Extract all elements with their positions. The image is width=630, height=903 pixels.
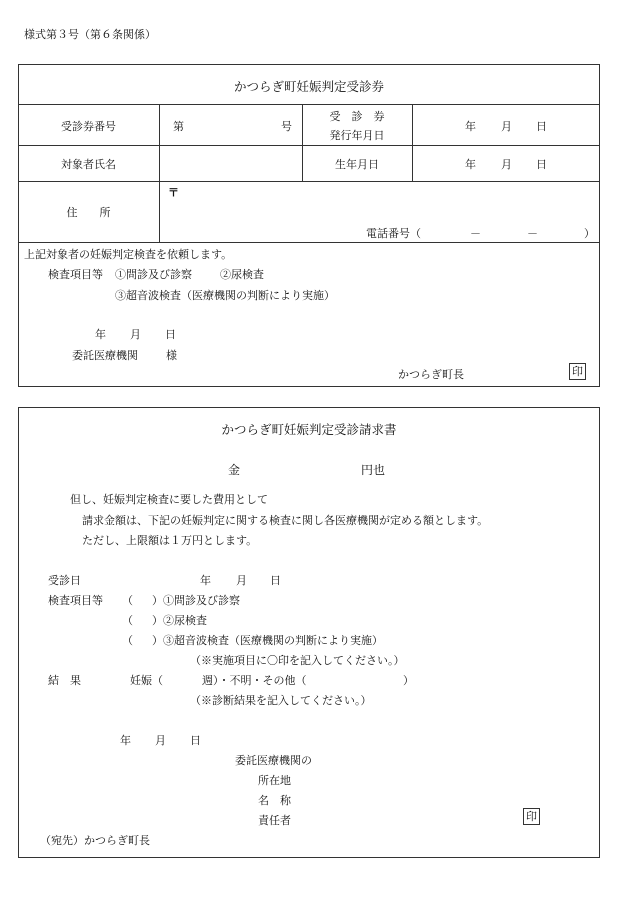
institution-label: 委託医療機関の — [235, 754, 312, 767]
phone-dash-1: － — [470, 227, 481, 240]
institution-person-label: 責任者 — [258, 814, 291, 827]
claim-note-1: （※実施項目に〇印を記入してください。） — [190, 654, 405, 667]
seal-mark: 印 — [523, 808, 540, 825]
request-line: 上記対象者の妊娠判定検査を依頼します。 — [24, 248, 233, 261]
issue-date-label-2: 発行年月日 — [329, 129, 385, 142]
institution-name-label: 名 称 — [258, 794, 291, 807]
claim-note-2: （※診断結果を記入してください。） — [190, 694, 372, 707]
voucher-table-line — [18, 242, 600, 243]
voucher-table-line — [412, 104, 413, 181]
claim-item-paren: （ — [122, 594, 133, 607]
seal-mark: 印 — [569, 363, 586, 380]
birth-date-label: 生年月日 — [335, 158, 379, 171]
visit-date-day: 日 — [270, 574, 281, 587]
issue-date-month: 月 — [501, 120, 512, 133]
voucher-table-line — [18, 145, 600, 146]
claim-item-paren: （ — [122, 634, 133, 647]
birth-date-day: 日 — [536, 158, 547, 171]
claim-title: かつらぎ町妊娠判定受診請求書 — [221, 422, 397, 437]
claim-addressed-to: （宛先）かつらぎ町長 — [40, 834, 150, 847]
subject-name-label: 対象者氏名 — [61, 158, 116, 171]
result-pregnancy: 妊娠（ — [130, 674, 163, 687]
result-close: ） — [403, 674, 414, 687]
phone-close: ） — [584, 227, 595, 240]
voucher-table-line — [159, 104, 160, 242]
claim-line-1: 但し、妊娠判定検査に要した費用として — [70, 493, 268, 506]
claim-line-3: ただし、上限額は１万円とします。 — [82, 534, 258, 547]
issue-date-year: 年 — [465, 120, 476, 133]
institution-address-label: 所在地 — [258, 774, 291, 787]
sign-date-month: 月 — [155, 734, 166, 747]
request-date-day: 日 — [165, 328, 176, 341]
claim-item-1: ）①問診及び診察 — [152, 594, 240, 607]
claim-items-label: 検査項目等 — [48, 594, 103, 607]
request-date-month: 月 — [130, 328, 141, 341]
request-item-3: ③超音波検査（医療機関の判断により実施） — [115, 289, 335, 302]
result-label: 結 果 — [48, 674, 81, 687]
voucher-number-label: 受診券番号 — [61, 120, 116, 133]
claim-item-paren: （ — [122, 614, 133, 627]
address-label: 住 所 — [66, 206, 111, 219]
sign-date-day: 日 — [190, 734, 201, 747]
amount-suffix: 円也 — [361, 463, 386, 477]
voucher-table-line — [18, 104, 600, 105]
request-item-2: ②尿検査 — [220, 268, 264, 281]
request-items-label: 検査項目等 — [48, 268, 103, 281]
voucher-title: かつらぎ町妊娠判定受診券 — [233, 79, 384, 94]
visit-date-month: 月 — [236, 574, 247, 587]
result-middle: 週）・不明・その他（ — [202, 674, 307, 687]
issue-date-label-1: 受 診 券 — [329, 110, 385, 123]
request-honorific: 様 — [166, 349, 177, 362]
voucher-number-prefix: 第 — [173, 120, 184, 133]
voucher-number-suffix: 号 — [281, 120, 292, 133]
claim-item-3: ）③超音波検査（医療機関の判断により実施） — [152, 634, 383, 647]
postal-mark: 〒 — [168, 186, 179, 199]
visit-date-year: 年 — [200, 574, 211, 587]
sign-date-year: 年 — [120, 734, 131, 747]
mayor-label: かつらぎ町長 — [398, 368, 464, 381]
request-date-year: 年 — [95, 328, 106, 341]
issue-date-day: 日 — [536, 120, 547, 133]
amount-prefix: 金 — [228, 463, 241, 477]
birth-date-month: 月 — [501, 158, 512, 171]
claim-item-2: ）②尿検査 — [152, 614, 207, 627]
request-addressee: 委託医療機関 — [72, 349, 138, 362]
phone-label: 電話番号（ — [366, 227, 421, 240]
request-item-1: ①問診及び診察 — [115, 268, 192, 281]
claim-line-2: 請求金額は、下記の妊娠判定に関する検査に関し各医療機関が定める額とします。 — [82, 514, 489, 527]
birth-date-year: 年 — [465, 158, 476, 171]
phone-dash-2: － — [527, 227, 538, 240]
form-number-label: 様式第３号（第６条関係） — [24, 28, 156, 41]
visit-date-label: 受診日 — [48, 574, 81, 587]
voucher-table-line — [18, 181, 600, 182]
